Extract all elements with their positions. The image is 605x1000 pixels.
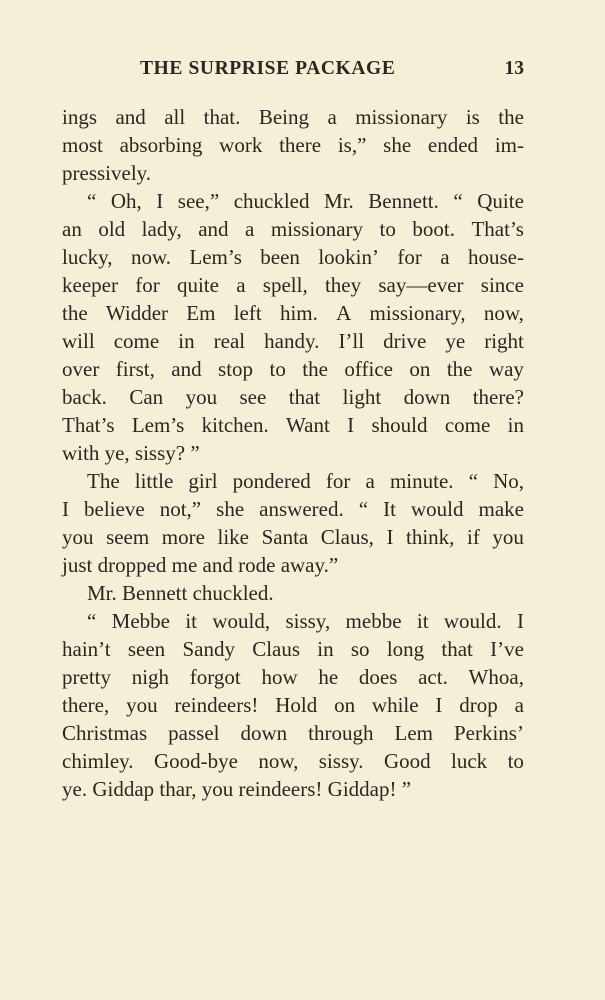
text-line: chimley. Good-bye now, sissy. Good luck to [62,749,524,773]
text-line: pretty nigh forgot how he does act. Whoa, [62,665,524,689]
page-number: 13 [504,58,524,79]
text-line: over first, and stop to the office on the way [62,357,524,381]
text-line: with ye, sissy? ” [62,441,200,465]
text-line: ings and all that. Being a missionary is the [62,105,524,129]
text-line: an old lady, and a missionary to boot. That’s [62,217,524,241]
text-line: just dropped me and rode away.” [62,553,339,577]
text-line: Christmas passel down through Lem Perkins’ [62,721,524,745]
running-head [62,58,524,88]
text-line: lucky, now. Lem’s been lookin’ for a house- [62,245,524,269]
text-line: most absorbing work there is,” she ended im- [62,133,524,157]
text-line: keeper for quite a spell, they say—ever since [62,273,524,297]
text-line: “ Mebbe it would, sissy, mebbe it would. I [87,609,524,633]
text-line: will come in real handy. I’ll drive ye right [62,329,524,353]
text-line: “ Oh, I see,” chuckled Mr. Bennett. “ Quite [87,189,524,213]
text-line: I believe not,” she answered. “ It would make [62,497,524,521]
running-title: THE SURPRISE PACKAGE [140,58,396,79]
text-line: That’s Lem’s kitchen. Want I should come in [62,413,524,437]
text-line: hain’t seen Sandy Claus in so long that I’ve [62,637,524,661]
text-line: you seem more like Santa Claus, I think, if you [62,525,524,549]
text-line: back. Can you see that light down there? [62,385,524,409]
body-text [62,103,524,803]
text-line: pressively. [62,161,152,185]
text-line: there, you reindeers! Hold on while I drop a [62,693,524,717]
text-line: ye. Giddap thar, you reindeers! Giddap! ” [62,777,412,801]
text-line: Mr. Bennett chuckled. [87,581,274,605]
text-line: The little girl pondered for a minute. “ No, [87,469,524,493]
text-line: the Widder Em left him. A missionary, now, [62,301,524,325]
